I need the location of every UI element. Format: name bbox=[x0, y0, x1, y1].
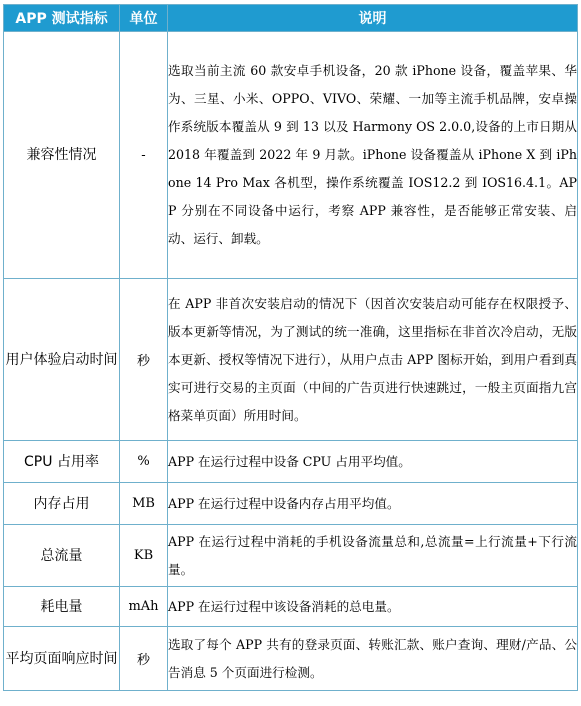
metric-name: CPU 占用率 bbox=[4, 441, 120, 483]
header-row bbox=[4, 5, 578, 32]
metric-name: 用户体验启动时间 bbox=[4, 279, 120, 441]
table-row bbox=[4, 587, 578, 627]
table-row bbox=[4, 279, 578, 441]
metric-unit: mAh bbox=[120, 587, 168, 627]
metric-description: APP 在运行过程中消耗的手机设备流量总和,总流量=上行流量+下行流量。 bbox=[168, 525, 578, 587]
table-header bbox=[4, 5, 578, 32]
metric-description: APP 在运行过程中设备 CPU 占用平均值。 bbox=[168, 441, 578, 483]
header-unit: 单位 bbox=[120, 5, 168, 32]
table-row bbox=[4, 32, 578, 279]
table-row bbox=[4, 525, 578, 587]
metric-unit: KB bbox=[120, 525, 168, 587]
metric-name: 平均页面响应时间 bbox=[4, 627, 120, 691]
metric-description: 在 APP 非首次安装启动的情况下（因首次安装启动可能存在权限授予、版本更新等情况，为了测试的统一准确，这里指标在非首次冷启动，无版本更新、授权等情况下进行），从用户点击 APP 图标开始，到用户看到真实可进行交易的主页面（中间的广告页进行快速跳过，一般主页面指九宫格菜单页面）所用时间。 bbox=[168, 279, 578, 441]
metric-description: APP 在运行过程中该设备消耗的总电量。 bbox=[168, 587, 578, 627]
table-row bbox=[4, 441, 578, 483]
metric-name: 耗电量 bbox=[4, 587, 120, 627]
metric-unit: 秒 bbox=[120, 627, 168, 691]
table-row bbox=[4, 627, 578, 691]
table-body bbox=[4, 32, 578, 691]
header-metric: APP 测试指标 bbox=[4, 5, 120, 32]
metrics-table bbox=[3, 4, 578, 691]
metric-name: 内存占用 bbox=[4, 483, 120, 525]
metric-unit: 秒 bbox=[120, 279, 168, 441]
metric-name: 兼容性情况 bbox=[4, 32, 120, 279]
metric-description: 选取了每个 APP 共有的登录页面、转账汇款、账户查询、理财/产品、公告消息 5 个页面进行检测。 bbox=[168, 627, 578, 691]
table-row bbox=[4, 483, 578, 525]
metric-unit: MB bbox=[120, 483, 168, 525]
metric-description: 选取当前主流 60 款安卓手机设备，20 款 iPhone 设备，覆盖苹果、华为、三星、小米、OPPO、VIVO、荣耀、一加等主流手机品牌，安卓操作系统版本覆盖从 9 到 13 以及 Harmony OS 2.0.0,设备的上市日期从 2018 年覆盖到 2022 年 9 月款。iPhone 设备覆盖从 iPhone X 到 iPhone 14 Pro Max 各机型，操作系统覆盖 IOS12.2 到 IOS16.4.1。APP 分别在不同设备中运行，考察 APP 兼容性，是否能够正常安装、启动、运行、卸载。 bbox=[168, 32, 578, 279]
metric-unit: - bbox=[120, 32, 168, 279]
metric-name: 总流量 bbox=[4, 525, 120, 587]
metric-description: APP 在运行过程中设备内存占用平均值。 bbox=[168, 483, 578, 525]
metric-unit: % bbox=[120, 441, 168, 483]
header-description: 说明 bbox=[168, 5, 578, 32]
